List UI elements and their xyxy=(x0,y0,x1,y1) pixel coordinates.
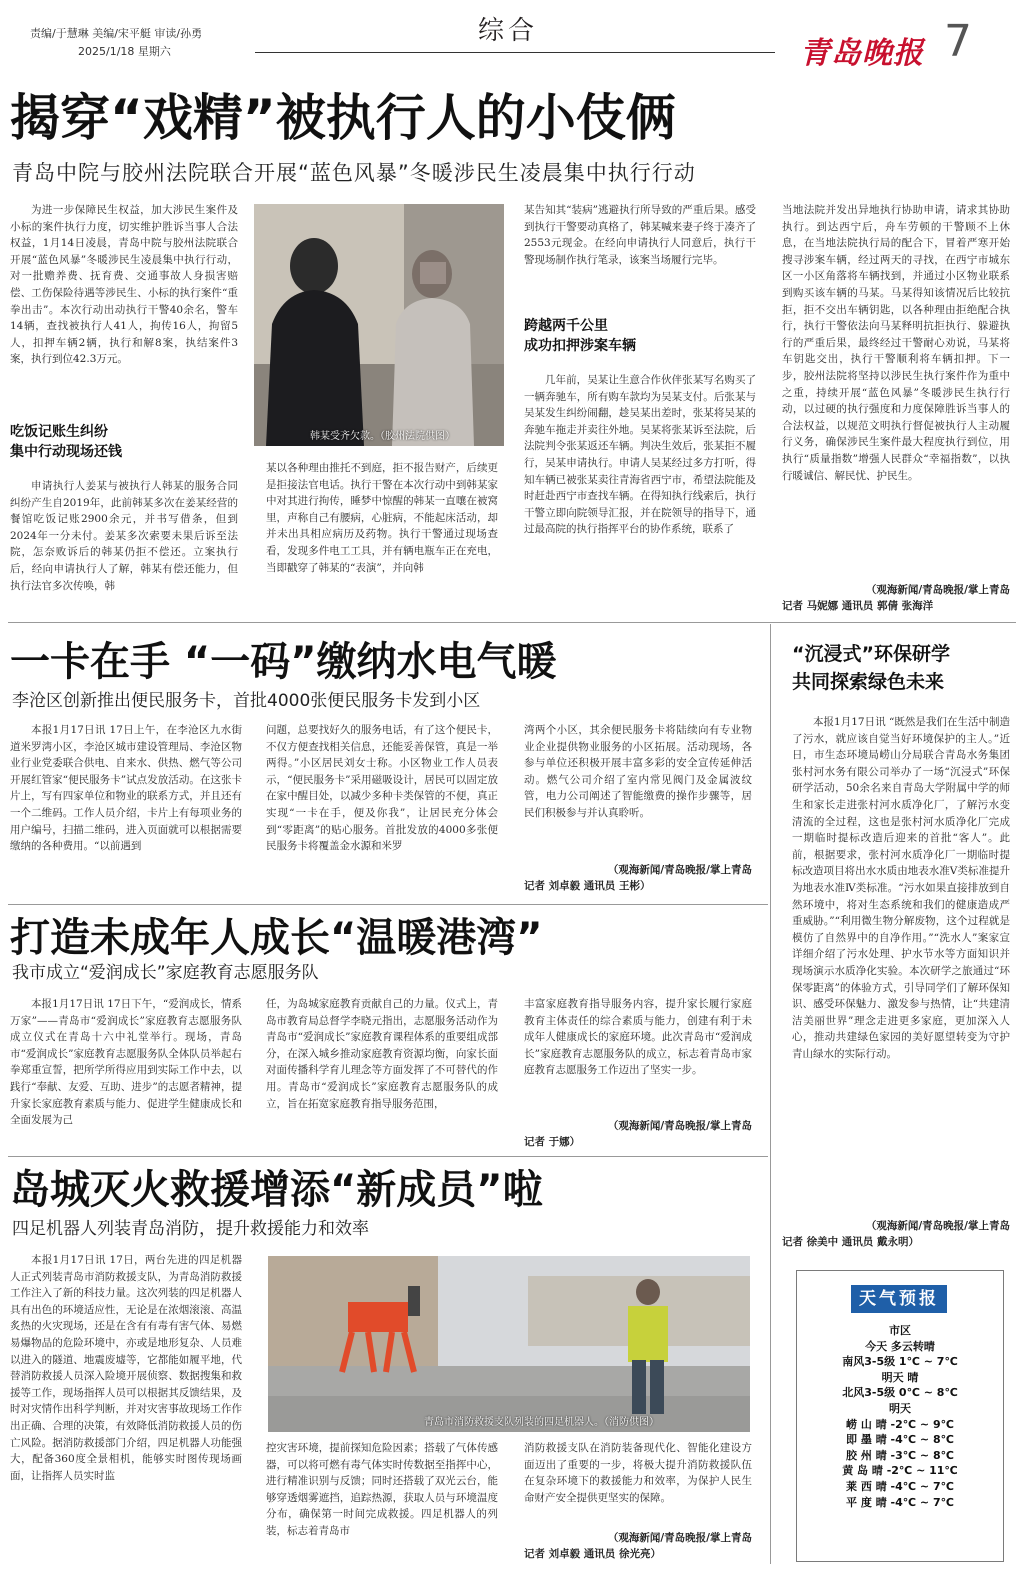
weather-line: 即 墨 晴 -4℃ ~ 8℃ xyxy=(846,1433,954,1447)
article1-photo-caption: 韩某受齐欠款。（胶州法院供图） xyxy=(310,431,455,442)
article2-col3-text: 湾两个小区，其余便民服务卡将陆续向有专业物业企业提供物业服务的小区拓展。活动现场，各参与单位还积极开展丰富多彩的安全宣传延伸活动。燃气公司介绍了室内常见阀门及金属波纹管，电力公司阐述了智能缴费的操作步骤等，居民们积极参与并认真聆听。 xyxy=(524,724,752,819)
weather-line: 崂 山 晴 -2℃ ~ 9℃ xyxy=(846,1417,954,1431)
article3-col1-text: 本报1月17日讯 17日下午，“爱润成长，情系万家”——青岛市“爱润成长”家庭教育志愿服务队成立仪式在青岛十六中礼堂举行。现场，青岛市“爱润成长”家庭教育志愿服务队全体队员举起右拳郑重宣誓，把所学所得应用到实际工作中去，以践行“奉献、友爱、互助、进步”的志愿者精神，提升家长家庭教育素质与能力、促进学生健康成长和全面发展为己 xyxy=(10,998,242,1127)
article4-headline: 岛城灭火救援增添“新成员”啦 xyxy=(10,1167,543,1213)
article4-photo-caption: 青岛市消防救援支队列装的四足机器人。（消防供图） xyxy=(424,1417,659,1428)
section-title: 综合 xyxy=(478,16,539,46)
robot-dog-photo xyxy=(268,1256,750,1432)
article3-credit-1: （观海新闻/青岛晚报/掌上青岛 xyxy=(607,1120,752,1132)
article3-credit-2: 记者 于娜） xyxy=(524,1136,581,1148)
weather-title: 天气预报 xyxy=(851,1285,947,1313)
article1-credit-2: 记者 马妮娜 通讯员 郭倩 张海洋 xyxy=(782,600,934,612)
page-number: 7 xyxy=(944,16,972,67)
article3-headline: 打造未成年人成长“温暖港湾” xyxy=(10,915,543,961)
weather-line: 南风3-5级 1℃ ~ 7℃ xyxy=(842,1355,958,1369)
court-officers-photo xyxy=(254,204,504,446)
article4-col2-text: 控灾害环境，提前探知危险因素；搭载了气体传感器，可以将可燃有毒气体实时传数据至指挥中心，进行精准识别与反馈；同时还搭载了双光云台，能够穿透烟雾遮挡，追踪热源，获取人员与环境温度分布，确保第一时间完成救援。四足机器人的列装，标志着青岛市 xyxy=(266,1442,498,1537)
article2-headline: 一卡在手 “一码”缴纳水电气暖 xyxy=(10,639,557,685)
weather-line: 今天 多云转晴 xyxy=(865,1339,935,1353)
article5-headline: “沉浸式”环保研学 共同探索绿色未来 xyxy=(792,643,950,693)
article4-credit-2: 记者 刘卓毅 通讯员 徐光亮） xyxy=(524,1548,661,1560)
weather-lines xyxy=(797,1323,1003,1510)
article1-photo xyxy=(254,204,504,446)
weather-line: 平 度 晴 -4℃ ~ 7℃ xyxy=(846,1495,954,1509)
header-rule xyxy=(255,52,775,53)
article5-credit-1: （观海新闻/青岛晚报/掌上青岛 xyxy=(865,1220,1010,1232)
divider-3 xyxy=(8,1156,768,1157)
weather-forecast-box xyxy=(796,1270,1004,1562)
article1-col2-text: 某以各种理由推托不到庭，拒不报告财产，后续更是拒接法官电话。执行干警在本次行动中到韩某家中对其进行拘传，睡梦中惊醒的韩某一直嚷在被窝里，声称自己有腰病，心脏病，不能起床活动，却并未出具相应病历及药物。执行干警通过现场查看，发现多件电工工具，并有辆电瓶车正在充电，当即戳穿了韩某的“表演”，并向韩 xyxy=(266,462,498,574)
article1-subheadline: 青岛中院与胶州法院联合开展“蓝色风暴”冬暖涉民生凌晨集中执行行动 xyxy=(12,161,696,185)
editors-line: 责编/于慧琳 美编/宋平艇 审读/孙勇 xyxy=(30,27,203,40)
article2-col2-text: 问题，总要找好久的服务电话，有了这个便民卡，不仅方便查找相关信息，还能妥善保管，真是一举两得。”小区居民刘女士称。小区物业工作人员表示，“便民服务卡”采用磁吸设计，居民可以固定放在家中醒目处，以减少多种卡类保管的不便，真正实现“一卡在手，便及你我”，让居民充分体会到“零距离”的贴心服务。首批发放的4000多张便民服务卡将覆盖金水源和米罗 xyxy=(266,724,498,853)
article3-subheadline: 我市成立“爱润成长”家庭教育志愿服务队 xyxy=(12,963,319,983)
article1-subhead-1: 吃饭记账生纠纷 集中行动现场还钱 xyxy=(10,424,122,460)
article2-credit-1: （观海新闻/青岛晚报/掌上青岛 xyxy=(607,864,752,876)
article2-col1-text: 本报1月17日讯 17日上午，在李沧区九水街道米罗湾小区，李沧区城市建设管理局、李沧区物业行业党委联合供电、自来水、供热、燃气等公司开展红管家“便民服务卡”试点发放活动。在这张卡片上，写有四家单位和物业的联系方式，并且还有一个二维码。工作人员介绍，卡片上有每项业务的用户编号，扫描二维码，进入页面就可以根据需要缴纳的各种费用。“以前遇到 xyxy=(10,724,242,853)
weather-line: 胶 州 晴 -3℃ ~ 8℃ xyxy=(846,1448,954,1462)
sidebar-rule xyxy=(770,624,771,1564)
article1-col1-text: 为进一步保障民生权益，加大涉民生案件及小标的案件执行力度，切实维护胜诉当事人合法权益，1月14日凌晨，青岛中院与胶州法院联合开展“蓝色风暴”冬暖涉民生凌晨集中执行行动，对一批赡养费、抚育费、交通事故人身损害赔偿、工伤保险待遇等涉民生、小标的执行案件“重拳出击”。本次行动出动执行干警40余名，警车14辆，查找被执行人41人，拘传16人，拘留5人，扣押车辆2辆，执行和解8案，执结案件3案，执行到位42.3万元。 xyxy=(10,204,238,366)
article1-headline: 揭穿“戏精”被执行人的小伎俩 xyxy=(10,89,676,147)
article1-subhead-2: 跨越两千公里 成功扣押涉案车辆 xyxy=(524,318,636,354)
issue-date: 2025/1/18 星期六 xyxy=(78,45,171,58)
weather-line: 莱 西 晴 -4℃ ~ 7℃ xyxy=(846,1479,954,1493)
weather-line: 明天 xyxy=(889,1401,911,1415)
article1-col1b-text: 申请执行人姜某与被执行人韩某的服务合同纠纷产生自2019年，此前韩某多次在姜某经营的餐馆吃饭记账2900余元，并书写借条，但到2024年一分未付。姜某多次索要未果后诉至法院，怎奈败诉后的韩某仍拒不偿还。立案执行后，经向申请执行人了解，韩某有偿还能力，但执行法官多次传唤，韩 xyxy=(10,480,238,592)
article5-credit-2: 记者 徐美中 通讯员 戴永明） xyxy=(782,1236,919,1248)
article4-col3-text: 消防救援支队在消防装备现代化、智能化建设方面迈出了重要的一步，将极大提升消防救援队伍在复杂环境下的救援能力和效率，为保护人民生命财产安全提供更坚实的保障。 xyxy=(524,1442,752,1504)
article2-credit-2: 记者 刘卓毅 通讯员 王彬） xyxy=(524,880,651,892)
article1-col3b-text: 几年前，吴某让生意合作伙伴张某写名购买了一辆奔驰车，所有购车款均为吴某支付。后张某与吴某发生纠纷闹翻，趁吴某出差时，张某将吴某的奔驰车拖走并卖往外地。吴某将张某诉至法院，后法院判令张某返还车辆。判决生效后，张某拒不履行，吴某申请执行。申请人吴某经过多方打听，得知车辆已被张某卖往青海省西宁市，希望法院能及时赶赴西宁市查找车辆。在得知执行线索后，执行干警立即向院领导汇报，并在院领导的指导下，通过最高院的执行指挥平台的协作系统，联系了 xyxy=(524,374,756,536)
article4-photo xyxy=(268,1256,750,1432)
weather-line: 黄 岛 晴 -2℃ ~ 11℃ xyxy=(842,1464,958,1478)
article3-col3-text: 丰富家庭教育指导服务内容，提升家长履行家庭教育主体责任的综合素质与能力，创建有利于未成年人健康成长的家庭环境。此次青岛市“爱润成长”家庭教育志愿服务队的成立，标志着青岛市家庭教育志愿服务工作迈出了坚实一步。 xyxy=(524,998,752,1077)
article1-col3-text: 某告知其“装病”逃避执行所导致的严重后果。感受到执行干警要动真格了，韩某喊来妻子终于凑齐了2553元现金。在经向申请执行人同意后，执行干警现场制作执行笔录，该案当场履行完毕。 xyxy=(524,204,756,266)
article1-credit-1: （观海新闻/青岛晚报/掌上青岛 xyxy=(865,584,1010,596)
divider-2 xyxy=(8,904,768,905)
article5-body-text: 本报1月17日讯 “既然是我们在生活中制造了污水，就应该自觉当好环境保护的主人。”近日，市生态环境局崂山分局联合青岛水务集团张村河水务有限公司举办了一场“沉浸式”环保研学活动，50余名来自青岛大学附属中学的师生和家长走进张村河水质净化厂，了解污水变清流的全过程，这也是张村河水质净化厂完成一期临时提标改造后迎来的首批“客人”。此前，根据要求，张村河水质净化厂一期临时提标改造项目将出水水质由地表水准Ⅴ类标准提升为地表水准Ⅳ类标准。“污水如果直接排放到自然环境中，将对生态系统和我们的健康造成严重威胁。”“利用微生物分解废物，这个过程就是模仿了自然界中的自净作用。”“洗水人”案家宣详细介绍了污水处理、护水节水等方面知识并现场演示水质净化实验。本次研学之旅通过“环保零距离”的体验方式，引导同学们了解环保知识、感受环保魅力、激发参与热情，让“共建清洁美丽世界”理念走进更多家庭，更加深入人心，推动共建绿色家园的美好愿望转变为守护青山绿水的实际行动。 xyxy=(792,716,1010,1060)
weather-line: 明天 晴 xyxy=(881,1370,919,1384)
weather-line: 市区 xyxy=(889,1324,911,1337)
article4-col1-text: 本报1月17日讯 17日，两台先进的四足机器人正式列装青岛市消防救援支队，为青岛消防救援工作注入了新的科技力量。这次列装的四足机器人具有出色的环境适应性，无论是在浓烟滚滚、高温炙热的火灾现场，还是在含有有毒有害气体、易燃易爆物品的危险环境中，亦或是地形复杂、人员难以进入的隧道、地震废墟等，它都能如履平地，代替消防救援人员深入险境开展侦察、数据搜集和救援等工作，现场指挥人员可以根据其反馈结果，及时对灾情作出科学判断，并对灾害事故现场工作作出正确、合理的决策，有效降低消防救援人员的伤亡风险。据消防救援部门介绍，四足机器人功能强大，配备360度全景相机，能够实时图传现场画面，让指挥人员实时监 xyxy=(10,1254,242,1482)
article2-subheadline: 李沧区创新推出便民服务卡，首批4000张便民服务卡发到小区 xyxy=(12,691,481,711)
article4-subheadline: 四足机器人列装青岛消防，提升救援能力和效率 xyxy=(12,1219,369,1239)
article1-col4-text: 当地法院并发出异地执行协助申请，请求其协助执行。到达西宁后，舟车劳顿的干警顾不上休息，在当地法院执行局的配合下，冒着严寒开始搜寻涉案车辆，经过两天的寻找，在西宁市城东区一小区角落将车辆找到，并通过小区物业联系到购买该车辆的马某。马某得知该情况后比较抗拒，拒不交出车辆钥匙，以各种理由拒绝配合执行，执行干警依法向马某释明抗拒执行、躲避执行的严重后果，最终经过干警耐心劝说，马某将车钥匙交出，执行干警顺利将车辆扣押。下一步，胶州法院将坚持以涉民生执行案件作为重中之重，持续开展“蓝色风暴”冬暖涉民生执行行动，以过硬的执行强度和力度保障胜诉当事人的合法权益，以规范文明执行督促被执行人主动履行义务，确保涉民生案件最大程度执行到位，用执行“质量指数”增强人民群众“幸福指数”，以执行暖诚信、解民忧、护民生。 xyxy=(782,204,1010,482)
weather-line: 北风3-5级 0℃ ~ 8℃ xyxy=(842,1386,958,1400)
article4-credit-1: （观海新闻/青岛晚报/掌上青岛 xyxy=(607,1532,752,1544)
divider-1 xyxy=(8,622,1016,623)
article3-col2-text: 任，为岛城家庭教育贡献自己的力量。仪式上，青岛市教育局总督学李晓元指出，志愿服务活动作为青岛市“爱润成长”家庭教育课程体系的重要组成部分，在深入城乡推动家庭教育资源均衡，向家长面对面传播科学育儿理念等方面发挥了不可替代的作用。青岛市“爱润成长”家庭教育志愿服务队的成立，旨在拓宽家庭教育指导服务范围， xyxy=(266,998,498,1110)
newspaper-logo: 青岛晚报 xyxy=(800,36,924,71)
